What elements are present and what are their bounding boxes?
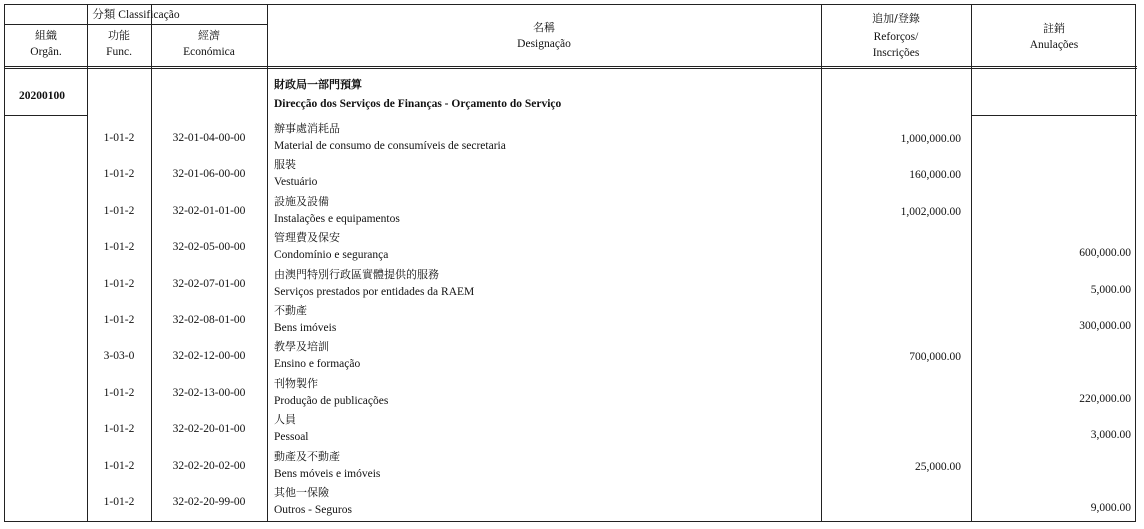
table-row <box>5 338 1137 374</box>
organ-header-pt: Orgân. <box>30 46 62 58</box>
designation-pt: Ensino e formação <box>274 358 361 370</box>
econ-code: 32-02-20-01-00 <box>172 423 246 435</box>
header-bottom-rule <box>5 66 1137 67</box>
designation-pt: Outros - Seguros <box>274 504 352 516</box>
anulacoes-value: 220,000.00 <box>1079 393 1131 405</box>
designation-pt: Bens imóveis <box>274 322 337 334</box>
func-code: 1-01-2 <box>103 423 135 435</box>
table-row <box>5 229 1137 265</box>
table-row <box>5 193 1137 229</box>
reforcos-header-zh: 追加/登錄 <box>872 12 920 25</box>
classification-header: 分類 Classificação <box>92 9 180 21</box>
organ-name-pt: Direcção dos Serviços de Finanças - Orçamento do Serviço <box>274 98 562 110</box>
anulacoes-value: 600,000.00 <box>1079 247 1131 259</box>
table-row <box>5 266 1137 302</box>
func-code: 1-01-2 <box>103 496 135 508</box>
econ-code: 32-02-05-00-00 <box>172 241 246 253</box>
reforcos-value: 25,000.00 <box>915 461 961 473</box>
designation-zh: 設施及設備 <box>274 195 329 208</box>
designation-zh: 人員 <box>274 413 296 426</box>
designation-zh: 刊物製作 <box>274 377 318 390</box>
designation-pt: Instalações e equipamentos <box>274 213 400 225</box>
budget-table <box>4 4 1136 522</box>
designation-pt: Pessoal <box>274 431 309 443</box>
designation-zh: 由澳門特別行政區實體提供的服務 <box>274 268 439 281</box>
table-row <box>5 484 1137 520</box>
anulacoes-value: 9,000.00 <box>1090 502 1131 514</box>
designation-zh: 教學及培訓 <box>274 340 329 353</box>
econ-code: 32-02-13-00-00 <box>172 387 246 399</box>
organ-name-zh: 財政局一部門預算 <box>274 78 362 91</box>
econ-header-pt: Económica <box>183 46 235 58</box>
designation-pt: Bens móveis e imóveis <box>274 468 381 480</box>
econ-code: 32-02-12-00-00 <box>172 350 246 362</box>
table-row <box>5 156 1137 192</box>
organ-header-zh: 組織 <box>35 29 57 42</box>
designation-pt: Serviços prestados por entidades da RAEM <box>274 286 475 298</box>
func-header-zh: 功能 <box>108 29 130 42</box>
header-bottom-rule <box>5 68 1137 69</box>
econ-code: 32-01-04-00-00 <box>172 132 246 144</box>
table-row <box>5 375 1137 411</box>
designation-zh: 其他一保險 <box>274 486 329 499</box>
reforcos-value: 1,002,000.00 <box>900 206 961 218</box>
func-header-pt: Func. <box>106 46 132 58</box>
anulacoes-value: 300,000.00 <box>1079 320 1131 332</box>
econ-code: 32-02-01-01-00 <box>172 205 246 217</box>
designation-zh: 不動產 <box>274 304 307 317</box>
classification-divider <box>5 24 267 25</box>
organ-row-rule <box>5 115 87 116</box>
anulacoes-header-pt: Anulações <box>1029 39 1079 51</box>
designation-zh: 動產及不動產 <box>274 450 340 463</box>
reforcos-value: 700,000.00 <box>909 351 961 363</box>
reforcos-value: 160,000.00 <box>909 169 961 181</box>
table-row <box>5 411 1137 447</box>
designation-pt: Condomínio e segurança <box>274 249 389 261</box>
reforcos-header-pt: Reforços/ <box>873 31 919 43</box>
designation-pt: Vestuário <box>274 176 318 188</box>
table-row <box>5 448 1137 484</box>
func-code: 1-01-2 <box>103 460 135 472</box>
organ-code: 20200100 <box>19 90 65 102</box>
designation-pt: Produção de publicações <box>274 395 389 407</box>
anulacoes-value: 5,000.00 <box>1090 284 1131 296</box>
designation-zh: 辦事處消耗品 <box>274 122 340 135</box>
reforcos-value: 1,000,000.00 <box>900 133 961 145</box>
func-code: 1-01-2 <box>103 132 135 144</box>
econ-code: 32-01-06-00-00 <box>172 168 246 180</box>
func-code: 1-01-2 <box>103 205 135 217</box>
econ-header-zh: 經濟 <box>198 29 220 42</box>
func-code: 1-01-2 <box>103 241 135 253</box>
func-code: 1-01-2 <box>103 387 135 399</box>
econ-code: 32-02-07-01-00 <box>172 278 246 290</box>
econ-code: 32-02-08-01-00 <box>172 314 246 326</box>
func-code: 1-01-2 <box>103 168 135 180</box>
anulacoes-value: 3,000.00 <box>1090 429 1131 441</box>
designation-header-zh: 名稱 <box>533 21 555 34</box>
designation-zh: 管理費及保安 <box>274 231 340 244</box>
designation-zh: 服裝 <box>274 158 296 171</box>
econ-code: 32-02-20-99-00 <box>172 496 246 508</box>
func-code: 1-01-2 <box>103 314 135 326</box>
func-code: 1-01-2 <box>103 278 135 290</box>
table-row <box>5 120 1137 156</box>
reforcos-header-pt2: Inscrições <box>872 47 920 59</box>
designation-pt: Material de consumo de consumíveis de secretaria <box>274 140 506 152</box>
designation-header-pt: Designação <box>517 38 571 50</box>
table-row <box>5 302 1137 338</box>
econ-code: 32-02-20-02-00 <box>172 460 246 472</box>
organ-row-rule <box>971 115 1137 116</box>
anulacoes-header-zh: 註銷 <box>1043 22 1065 35</box>
func-code: 3-03-0 <box>103 350 135 362</box>
